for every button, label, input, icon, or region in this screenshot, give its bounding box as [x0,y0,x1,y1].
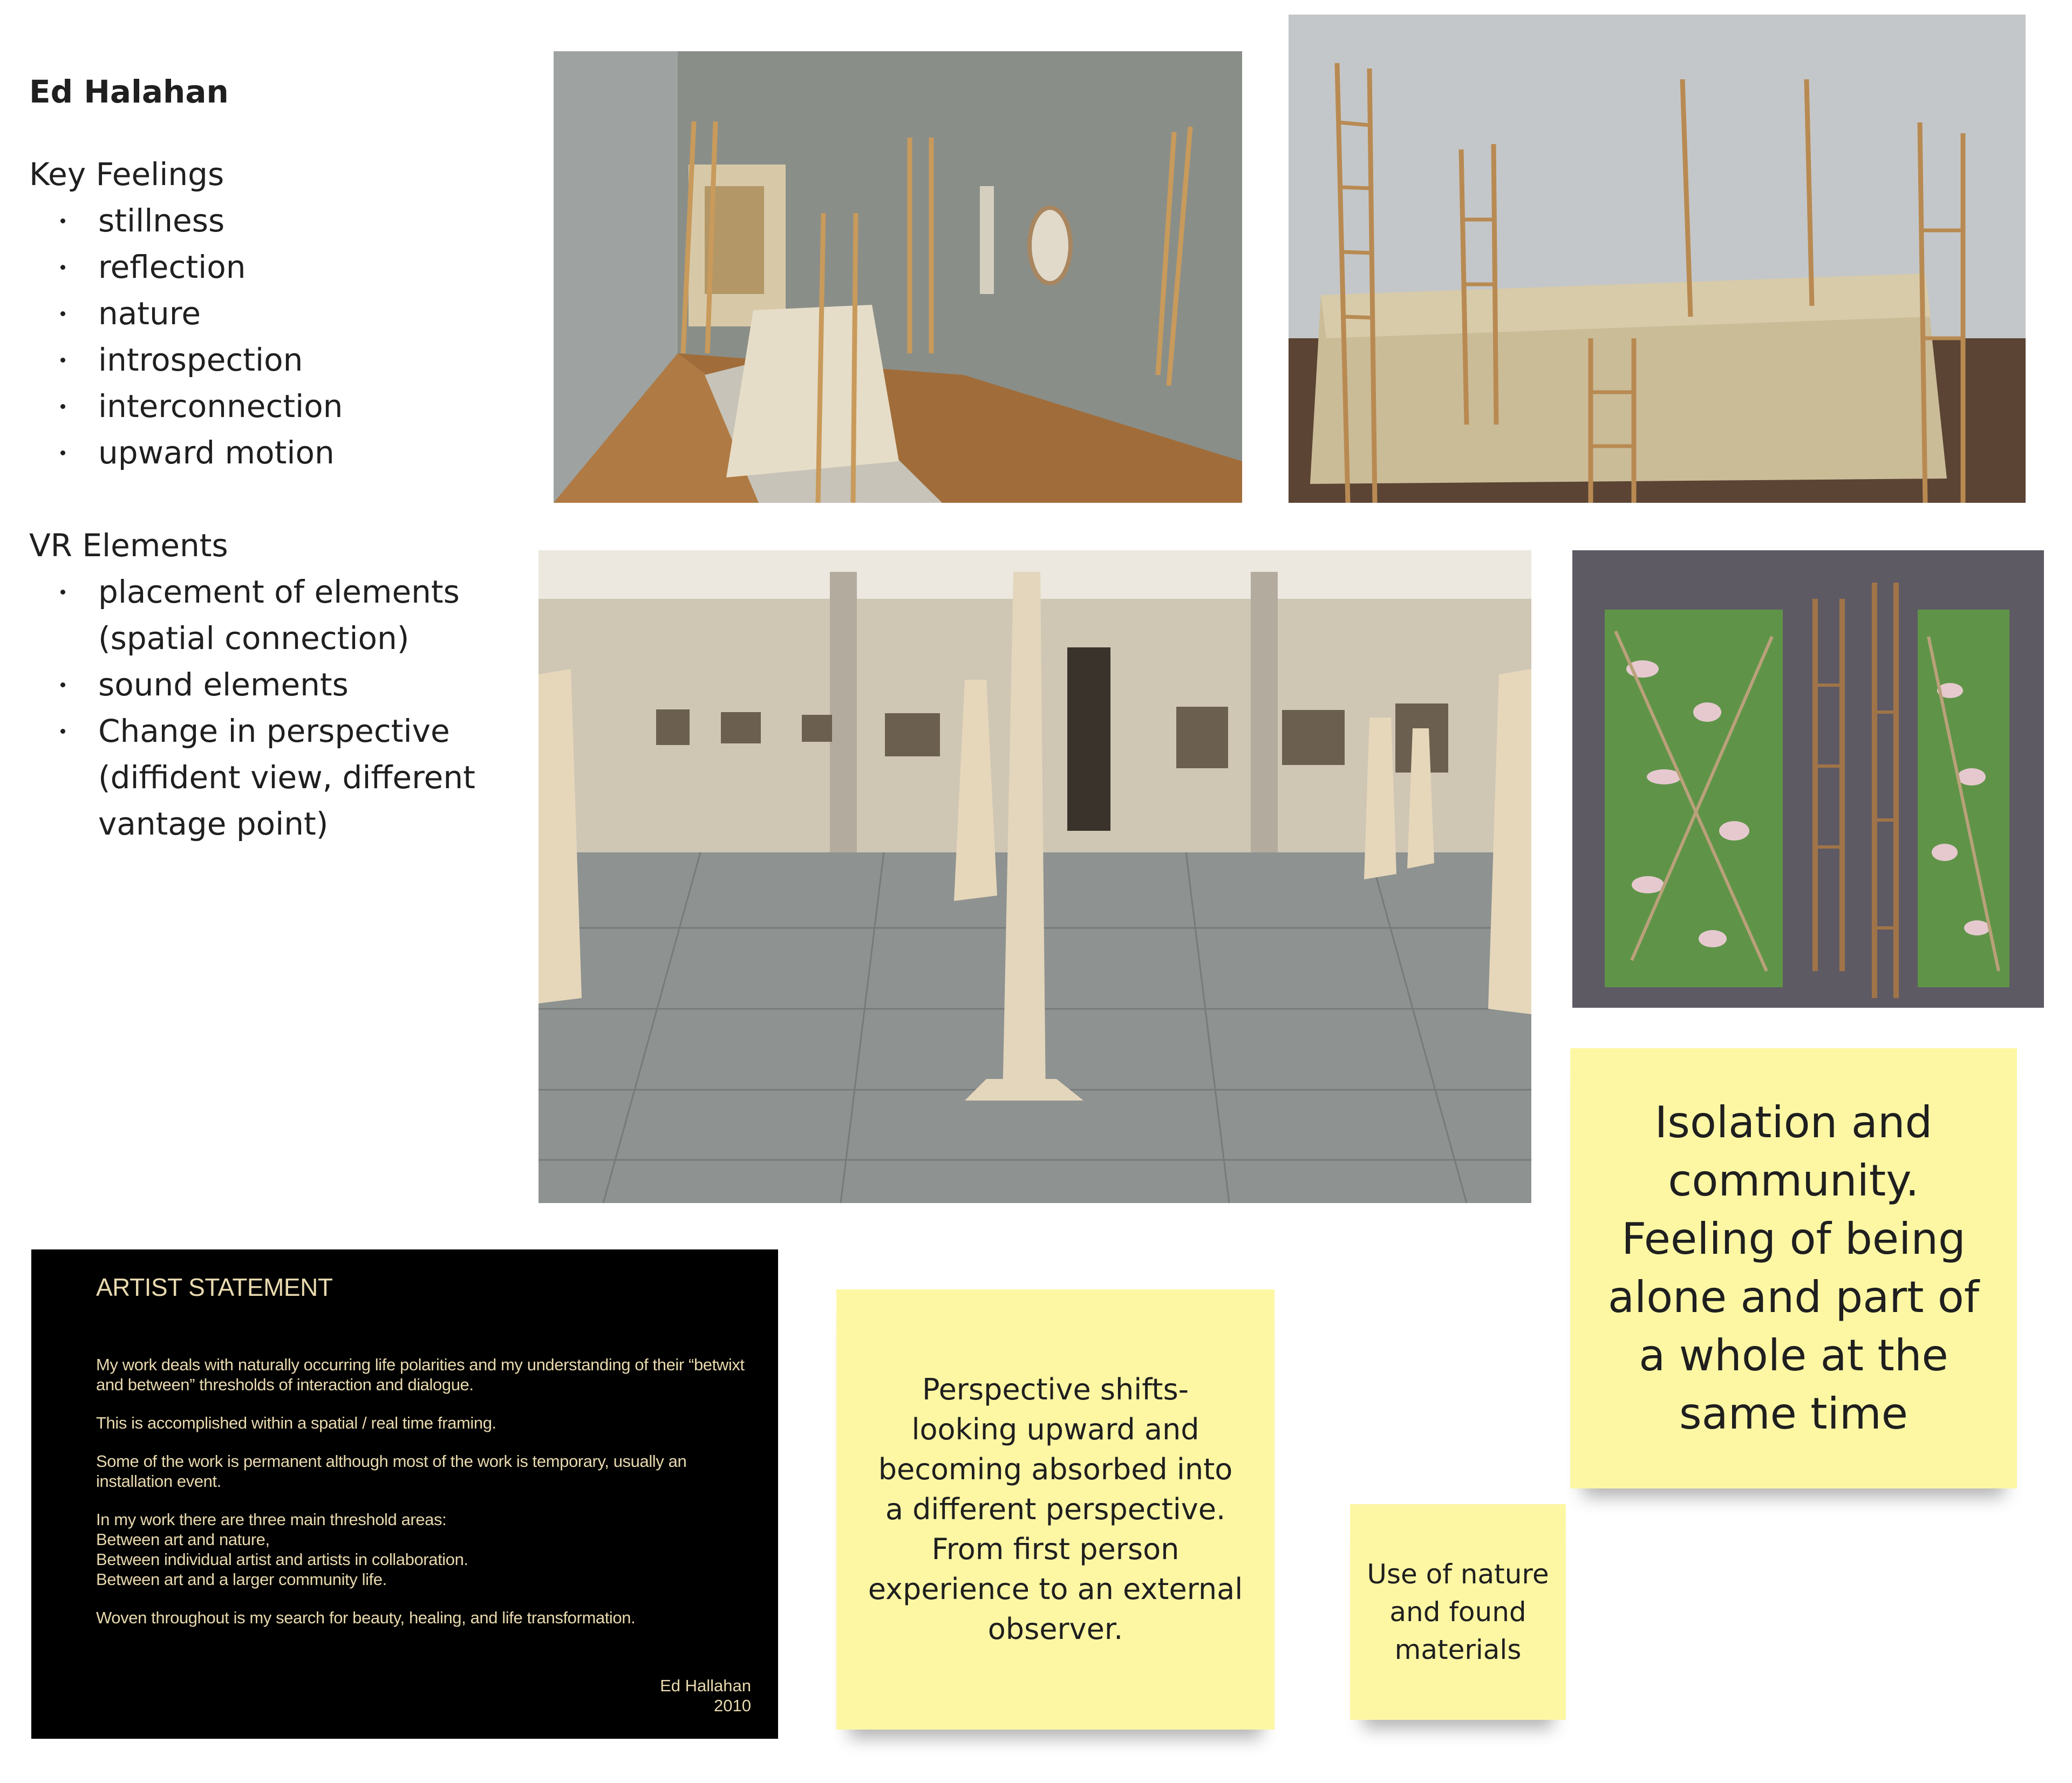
sticky-note-text: Use of nature and found materials [1367,1559,1549,1665]
rotunda-image [539,550,1531,1203]
signature-year: 2010 [714,1696,751,1715]
list-item: Change in perspective (diffident view, different vantage point) [98,708,508,847]
vr-elements-heading: VR Elements [29,527,228,564]
statement-paragraph: My work deals with naturally occurring life polarities and my understanding of their “betwixt and between” thresholds of interaction and dialogue. [96,1355,745,1394]
sticky-note-nature[interactable] [1350,1504,1566,1720]
gallery-room-photo[interactable] [554,51,1242,503]
list-item: placement of elements (spatial connection) [98,569,508,661]
ladders-table-image [1289,15,2026,503]
sticky-note-text: Perspective shifts- looking upward and becoming absorbed into a different perspective. From first person experience to an external observer. [868,1372,1243,1646]
list-item: interconnection [98,383,515,429]
key-feelings-list [29,197,515,476]
list-item: introspection [98,337,515,383]
board-title: Ed Halahan [29,73,229,110]
statement-paragraph: In my work there are three main threshold areas: Between art and nature, Between individual artist and artists in collaboration. Between art and a larger community life. [96,1510,468,1589]
list-item: stillness [98,197,515,244]
statement-paragraph: This is accomplished within a spatial / real time framing. [96,1413,496,1432]
notes-text-block[interactable] [29,59,515,893]
artist-statement-card[interactable] [31,1249,778,1739]
vr-elements-list [29,569,508,847]
list-item: reflection [98,244,515,290]
ladders-table-photo[interactable] [1289,15,2026,503]
key-feelings-heading: Key Feelings [29,156,224,193]
sticky-note-text: Isolation and community. Feeling of being alone and part of a whole at the same time [1607,1097,1980,1439]
gallery-room-image [554,51,1242,503]
sticky-note-perspective[interactable] [836,1289,1274,1730]
artist-statement-title: ARTIST STATEMENT [96,1273,333,1301]
wall-panels-photo[interactable] [1572,550,2044,1008]
sticky-note-isolation[interactable] [1570,1048,2017,1488]
statement-paragraph: Woven throughout is my search for beauty, healing, and life transformation. [96,1608,636,1627]
signature-name: Ed Hallahan [660,1676,751,1695]
wall-panels-image [1572,550,2044,1008]
list-item: sound elements [98,661,508,708]
list-item: nature [98,290,515,337]
list-item: upward motion [98,429,515,476]
rotunda-photo[interactable] [539,550,1531,1203]
statement-paragraph: Some of the work is permanent although most of the work is temporary, usually an installation event. [96,1452,687,1491]
statement-signature [660,1676,751,1716]
